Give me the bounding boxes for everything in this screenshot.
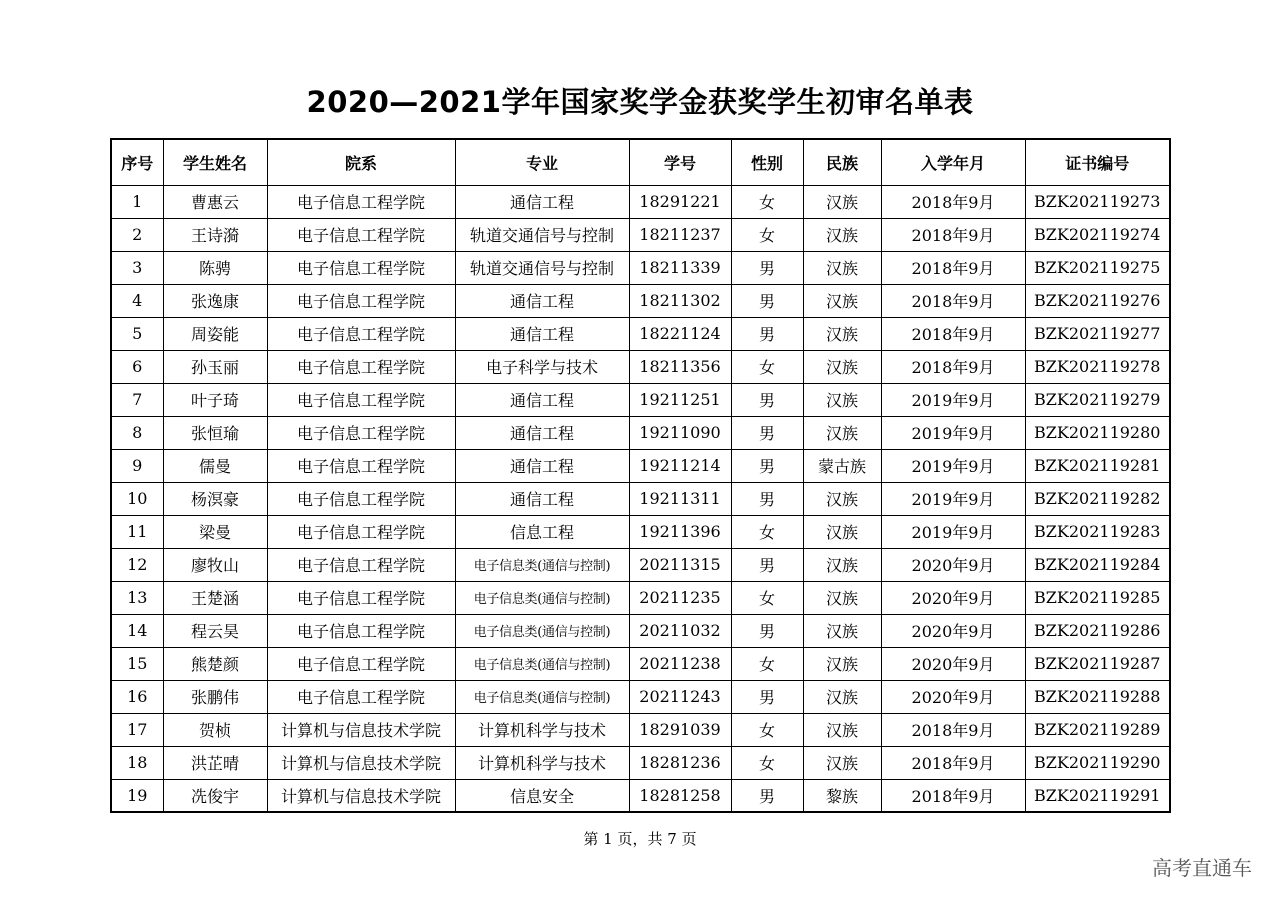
cell-certificate-no: BZK202119286 [1025,614,1170,647]
cell-enrollment-date: 2018年9月 [881,317,1025,350]
cell-certificate-no: BZK202119277 [1025,317,1170,350]
cell-college: 电子信息工程学院 [267,416,455,449]
cell-certificate-no: BZK202119289 [1025,713,1170,746]
table-row [111,515,1170,548]
cell-ethnicity: 汉族 [803,746,881,779]
cell-major: 通信工程 [455,383,629,416]
cell-index: 2 [111,218,163,251]
cell-student-name: 冼俊宇 [163,779,267,812]
cell-student-name: 杨溟豪 [163,482,267,515]
cell-ethnicity: 汉族 [803,515,881,548]
cell-gender: 男 [731,548,803,581]
cell-college: 电子信息工程学院 [267,482,455,515]
cell-gender: 女 [731,581,803,614]
table-row [111,746,1170,779]
cell-index: 11 [111,515,163,548]
page-footer: 第 1 页，共 7 页 [583,830,697,848]
cell-major: 通信工程 [455,284,629,317]
cell-major: 电子信息类(通信与控制) [455,647,629,680]
cell-major: 通信工程 [455,317,629,350]
cell-index: 1 [111,185,163,218]
table-row [111,218,1170,251]
cell-student-id: 18211237 [629,218,731,251]
cell-college: 电子信息工程学院 [267,680,455,713]
cell-enrollment-date: 2018年9月 [881,185,1025,218]
cell-certificate-no: BZK202119287 [1025,647,1170,680]
cell-college: 电子信息工程学院 [267,317,455,350]
header-index: 序号 [111,139,163,185]
cell-gender: 女 [731,713,803,746]
cell-student-id: 18221124 [629,317,731,350]
cell-ethnicity: 汉族 [803,218,881,251]
table-row [111,779,1170,812]
cell-gender: 女 [731,218,803,251]
cell-ethnicity: 汉族 [803,614,881,647]
cell-student-id: 18211339 [629,251,731,284]
cell-gender: 男 [731,680,803,713]
cell-college: 电子信息工程学院 [267,581,455,614]
cell-student-name: 周姿能 [163,317,267,350]
cell-student-id: 20211032 [629,614,731,647]
cell-student-id: 20211315 [629,548,731,581]
cell-ethnicity: 汉族 [803,185,881,218]
cell-major: 轨道交通信号与控制 [455,218,629,251]
cell-enrollment-date: 2018年9月 [881,251,1025,284]
cell-student-id: 20211243 [629,680,731,713]
cell-major: 计算机科学与技术 [455,713,629,746]
cell-index: 8 [111,416,163,449]
cell-enrollment-date: 2018年9月 [881,350,1025,383]
cell-student-name: 程云昊 [163,614,267,647]
cell-student-name: 陈骋 [163,251,267,284]
cell-ethnicity: 汉族 [803,581,881,614]
cell-index: 10 [111,482,163,515]
cell-index: 19 [111,779,163,812]
table-row [111,317,1170,350]
cell-college: 计算机与信息技术学院 [267,713,455,746]
cell-gender: 男 [731,482,803,515]
cell-enrollment-date: 2019年9月 [881,515,1025,548]
table-row [111,185,1170,218]
table-row [111,713,1170,746]
cell-gender: 男 [731,416,803,449]
cell-enrollment-date: 2018年9月 [881,746,1025,779]
cell-student-id: 19211311 [629,482,731,515]
table-row [111,647,1170,680]
cell-enrollment-date: 2018年9月 [881,218,1025,251]
table-row [111,680,1170,713]
cell-student-id: 18291221 [629,185,731,218]
cell-student-id: 19211214 [629,449,731,482]
cell-ethnicity: 汉族 [803,383,881,416]
cell-student-id: 19211090 [629,416,731,449]
cell-gender: 女 [731,746,803,779]
cell-student-id: 19211251 [629,383,731,416]
cell-college: 电子信息工程学院 [267,548,455,581]
cell-student-name: 廖牧山 [163,548,267,581]
cell-certificate-no: BZK202119284 [1025,548,1170,581]
table-row [111,614,1170,647]
cell-enrollment-date: 2019年9月 [881,416,1025,449]
cell-certificate-no: BZK202119274 [1025,218,1170,251]
cell-student-name: 张鹏伟 [163,680,267,713]
cell-ethnicity: 黎族 [803,779,881,812]
cell-major: 通信工程 [455,449,629,482]
cell-student-name: 王楚涵 [163,581,267,614]
table-header-row [111,139,1170,185]
cell-certificate-no: BZK202119275 [1025,251,1170,284]
cell-major: 信息安全 [455,779,629,812]
cell-student-name: 熊楚颜 [163,647,267,680]
cell-index: 5 [111,317,163,350]
cell-student-name: 洪芷晴 [163,746,267,779]
cell-major: 通信工程 [455,482,629,515]
cell-index: 18 [111,746,163,779]
cell-ethnicity: 汉族 [803,317,881,350]
cell-college: 计算机与信息技术学院 [267,779,455,812]
cell-certificate-no: BZK202119285 [1025,581,1170,614]
cell-certificate-no: BZK202119279 [1025,383,1170,416]
cell-certificate-no: BZK202119282 [1025,482,1170,515]
cell-index: 3 [111,251,163,284]
cell-college: 电子信息工程学院 [267,383,455,416]
cell-ethnicity: 汉族 [803,284,881,317]
table-row [111,482,1170,515]
header-enrollment-date: 入学年月 [881,139,1025,185]
page-title: 2020—2021学年国家奖学金获奖学生初审名单表 [306,85,974,119]
table-row [111,251,1170,284]
cell-certificate-no: BZK202119281 [1025,449,1170,482]
cell-certificate-no: BZK202119276 [1025,284,1170,317]
table-row [111,449,1170,482]
cell-gender: 男 [731,284,803,317]
cell-student-name: 儒曼 [163,449,267,482]
cell-college: 电子信息工程学院 [267,251,455,284]
header-ethnicity: 民族 [803,139,881,185]
cell-college: 电子信息工程学院 [267,185,455,218]
cell-gender: 男 [731,317,803,350]
cell-enrollment-date: 2019年9月 [881,482,1025,515]
cell-certificate-no: BZK202119280 [1025,416,1170,449]
cell-enrollment-date: 2019年9月 [881,449,1025,482]
cell-major: 通信工程 [455,416,629,449]
cell-ethnicity: 汉族 [803,251,881,284]
cell-enrollment-date: 2020年9月 [881,581,1025,614]
cell-gender: 男 [731,449,803,482]
cell-major: 轨道交通信号与控制 [455,251,629,284]
cell-major: 计算机科学与技术 [455,746,629,779]
cell-student-id: 18211302 [629,284,731,317]
cell-certificate-no: BZK202119290 [1025,746,1170,779]
cell-student-id: 18291039 [629,713,731,746]
cell-major: 电子信息类(通信与控制) [455,548,629,581]
cell-major: 电子信息类(通信与控制) [455,614,629,647]
cell-student-name: 孙玉丽 [163,350,267,383]
table-row [111,416,1170,449]
table-row [111,581,1170,614]
cell-ethnicity: 汉族 [803,713,881,746]
cell-certificate-no: BZK202119291 [1025,779,1170,812]
table-body [111,185,1170,812]
header-certificate-no: 证书编号 [1025,139,1170,185]
cell-index: 15 [111,647,163,680]
cell-gender: 男 [731,779,803,812]
cell-index: 12 [111,548,163,581]
cell-student-id: 19211396 [629,515,731,548]
cell-index: 14 [111,614,163,647]
cell-college: 电子信息工程学院 [267,647,455,680]
cell-major: 电子信息类(通信与控制) [455,680,629,713]
cell-enrollment-date: 2020年9月 [881,548,1025,581]
cell-student-id: 20211235 [629,581,731,614]
cell-enrollment-date: 2020年9月 [881,647,1025,680]
cell-ethnicity: 蒙古族 [803,449,881,482]
cell-major: 通信工程 [455,185,629,218]
cell-college: 计算机与信息技术学院 [267,746,455,779]
cell-major: 电子信息类(通信与控制) [455,581,629,614]
cell-ethnicity: 汉族 [803,416,881,449]
cell-enrollment-date: 2019年9月 [881,383,1025,416]
header-gender: 性别 [731,139,803,185]
cell-major: 电子科学与技术 [455,350,629,383]
table-row [111,284,1170,317]
cell-student-name: 贺桢 [163,713,267,746]
cell-student-name: 叶子琦 [163,383,267,416]
cell-student-name: 王诗漪 [163,218,267,251]
table-row [111,383,1170,416]
cell-college: 电子信息工程学院 [267,614,455,647]
cell-index: 16 [111,680,163,713]
cell-index: 13 [111,581,163,614]
cell-certificate-no: BZK202119288 [1025,680,1170,713]
cell-student-name: 曹惠云 [163,185,267,218]
cell-student-id: 18281258 [629,779,731,812]
scholarship-roster-table [110,138,1171,813]
header-student-name: 学生姓名 [163,139,267,185]
cell-gender: 男 [731,614,803,647]
cell-gender: 男 [731,383,803,416]
cell-student-id: 20211238 [629,647,731,680]
cell-gender: 男 [731,251,803,284]
cell-certificate-no: BZK202119273 [1025,185,1170,218]
cell-college: 电子信息工程学院 [267,284,455,317]
cell-college: 电子信息工程学院 [267,515,455,548]
cell-enrollment-date: 2018年9月 [881,779,1025,812]
header-college: 院系 [267,139,455,185]
cell-student-name: 梁曼 [163,515,267,548]
cell-ethnicity: 汉族 [803,350,881,383]
cell-index: 7 [111,383,163,416]
cell-gender: 女 [731,515,803,548]
cell-college: 电子信息工程学院 [267,449,455,482]
cell-student-name: 张恒瑜 [163,416,267,449]
cell-index: 17 [111,713,163,746]
watermark: 高考直通车 [1152,856,1252,880]
cell-college: 电子信息工程学院 [267,350,455,383]
cell-enrollment-date: 2020年9月 [881,614,1025,647]
cell-ethnicity: 汉族 [803,680,881,713]
cell-index: 6 [111,350,163,383]
table-row [111,548,1170,581]
cell-major: 信息工程 [455,515,629,548]
cell-enrollment-date: 2018年9月 [881,713,1025,746]
table-row [111,350,1170,383]
cell-enrollment-date: 2020年9月 [881,680,1025,713]
cell-ethnicity: 汉族 [803,647,881,680]
cell-enrollment-date: 2018年9月 [881,284,1025,317]
header-major: 专业 [455,139,629,185]
cell-ethnicity: 汉族 [803,482,881,515]
header-student-id: 学号 [629,139,731,185]
cell-student-name: 张逸康 [163,284,267,317]
cell-certificate-no: BZK202119283 [1025,515,1170,548]
cell-student-id: 18281236 [629,746,731,779]
cell-index: 4 [111,284,163,317]
cell-student-id: 18211356 [629,350,731,383]
cell-certificate-no: BZK202119278 [1025,350,1170,383]
cell-gender: 女 [731,647,803,680]
cell-gender: 女 [731,185,803,218]
cell-ethnicity: 汉族 [803,548,881,581]
cell-college: 电子信息工程学院 [267,218,455,251]
cell-gender: 女 [731,350,803,383]
cell-index: 9 [111,449,163,482]
